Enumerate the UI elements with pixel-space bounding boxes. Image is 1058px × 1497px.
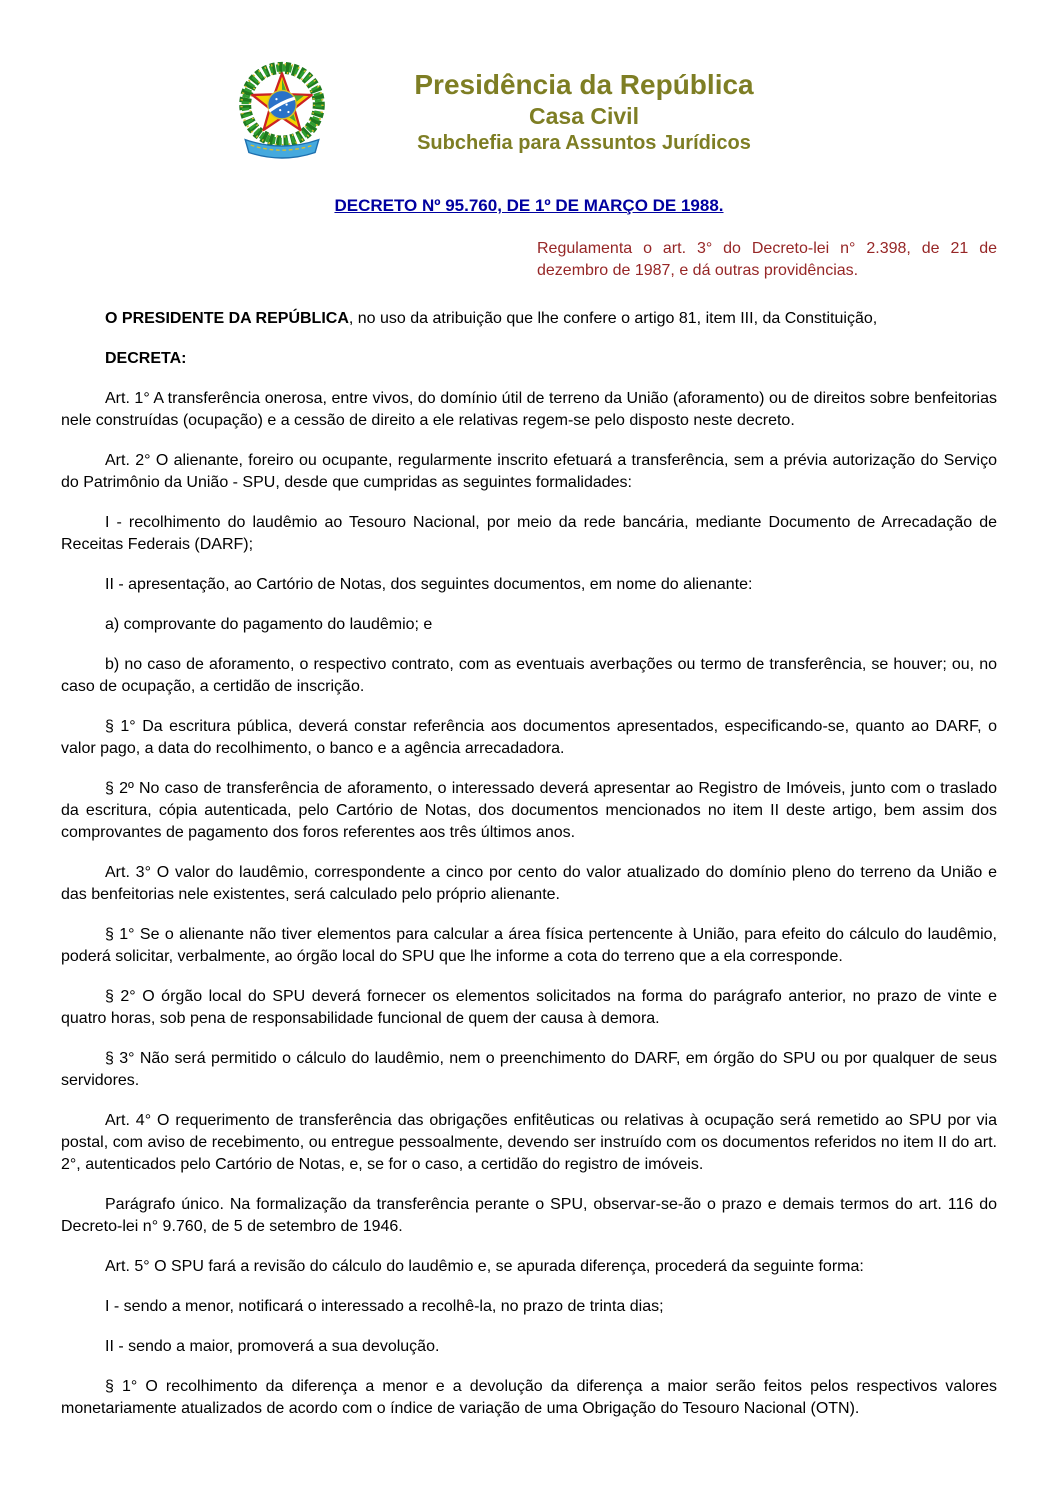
article-4: Art. 4° O requerimento de transferência das obrigações enfitêuticas ou relativas à ocupação será remetido ao SPU por via postal, com aviso de recebimento, ou entregue pessoalmente, devendo ser instruído com os documentos referidos no item II do art. 2°, autenticados pelo Cartório de Notas, e, se for o caso, a certidão do registro de imóveis. — [61, 1112, 997, 1173]
article-5-item-2: II - sendo a maior, promoverá a sua devolução. — [105, 1338, 440, 1355]
article-3-par-2: § 2° O órgão local do SPU deverá fornecer os elementos solicitados na forma do parágrafo anterior, no prazo de vinte e quatro horas, sob pena de responsabilidade funcional de quem der causa à demora. — [61, 988, 997, 1027]
header-presidencia: Presidência da República — [414, 69, 754, 100]
article-2-par-1: § 1° Da escritura pública, deverá constar referência aos documentos apresentados, especificando-se, quanto ao DARF, o valor pago, a data do recolhimento, o banco e a agência arrecadadora. — [61, 718, 997, 757]
preamble-rest: , no uso da atribuição que lhe confere o artigo 81, item III, da Constituição, — [348, 310, 878, 327]
decree-title-link[interactable]: DECRETO Nº 95.760, DE 1º DE MARÇO DE 1988. — [334, 196, 724, 215]
article-1: Art. 1° A transferência onerosa, entre vivos, do domínio útil de terreno da União (aforamento) ou de direitos sobre benfeitorias nele construídas (ocupação) e a cessão de direito a ele relativas regem-se pelo disposto neste decreto. — [61, 390, 997, 429]
article-2-par-2: § 2º No caso de transferência de aforamento, o interessado deverá apresentar ao Registro de Imóveis, junto com o traslado da escritura, cópia autenticada, pelo Cartório de Notas, dos documentos mencionados no item II deste artigo, bem assim dos comprovantes de pagamento dos foros referentes aos três últimos anos. — [61, 780, 997, 841]
document-body — [0, 238, 1058, 1420]
article-4-par-unico: Parágrafo único. Na formalização da transferência perante o SPU, observar-se-ão o prazo e demais termos do art. 116 do Decreto-lei n° 9.760, de 5 de setembro de 1946. — [61, 1196, 997, 1235]
article-2-item-2: II - apresentação, ao Cartório de Notas, dos seguintes documentos, em nome do alienante: — [105, 576, 753, 593]
preamble-bold: O PRESIDENTE DA REPÚBLICA — [105, 310, 349, 327]
article-2: Art. 2° O alienante, foreiro ou ocupante, regularmente inscrito efetuará a transferência, sem a prévia autorização do Serviço do Patrimônio da União - SPU, desde que cumpridas as seguintes formalidades: — [61, 452, 997, 491]
article-2-item-2-b: b) no caso de aforamento, o respectivo contrato, com as eventuais averbações ou termo de transferência, se houver; ou, no caso de ocupação, a certidão de inscrição. — [61, 656, 997, 695]
decreta-heading: DECRETA: — [105, 350, 187, 367]
document-header — [0, 0, 1024, 168]
article-3-par-3: § 3° Não será permitido o cálculo do laudêmio, nem o preenchimento do DARF, em órgão do SPU ou por qualquer de seus servidores. — [61, 1050, 997, 1089]
article-2-item-2-a: a) comprovante do pagamento do laudêmio; e — [105, 616, 433, 633]
preamble — [61, 308, 997, 330]
article-5: Art. 5° O SPU fará a revisão do cálculo do laudêmio e, se apurada diferença, procederá da seguinte forma: — [105, 1258, 864, 1275]
article-2-item-1: I - recolhimento do laudêmio ao Tesouro Nacional, por meio da rede bancária, mediante Documento de Arrecadação de Receitas Federais (DARF); — [61, 514, 997, 553]
article-5-par-1: § 1° O recolhimento da diferença a menor e a devolução da diferença a maior serão feitos pelos respectivos valores monetariamente atualizados de acordo com o índice de variação de uma Obrigação do Tesouro Nacional (OTN). — [61, 1378, 997, 1417]
header-titles — [414, 68, 753, 156]
article-3: Art. 3° O valor do laudêmio, correspondente a cinco por cento do valor atualizado do domínio pleno do terreno da União e das benfeitorias nele existentes, será calculado pelo próprio alienante. — [61, 864, 997, 903]
header-subchefia: Subchefia para Assuntos Jurídicos — [417, 132, 751, 154]
article-5-item-1: I - sendo a menor, notificará o interessado a recolhê-la, no prazo de trinta dias; — [105, 1298, 664, 1315]
article-3-par-1: § 1° Se o alienante não tiver elementos para calcular a área física pertencente à União, para efeito do cálculo do laudêmio, poderá solicitar, verbalmente, ao órgão local do SPU que lhe informe a cota do terreno que a ela corresponde. — [61, 926, 997, 965]
decree-summary: Regulamenta o art. 3° do Decreto-lei n° 2.398, de 21 de dezembro de 1987, e dá outras providências. — [537, 240, 997, 279]
coat-of-arms-logo — [236, 56, 328, 168]
header-casa-civil: Casa Civil — [529, 103, 639, 129]
